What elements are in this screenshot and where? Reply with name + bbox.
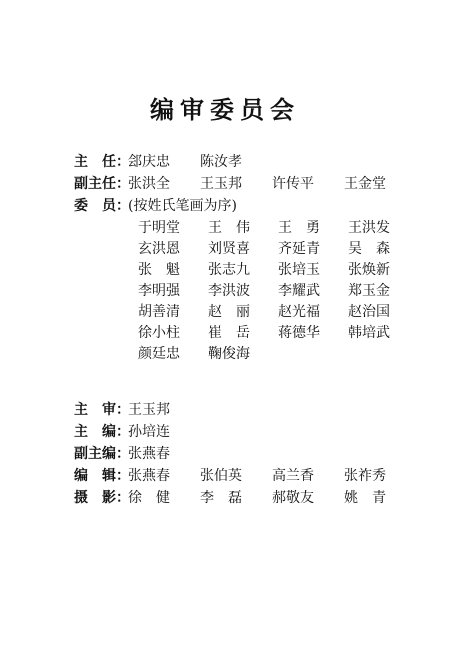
members-line bbox=[138, 302, 418, 323]
member-name: 徐小柱 bbox=[138, 325, 180, 341]
chief-reviewer-name: 王玉邦 bbox=[128, 402, 170, 418]
member-name: 于明堂 bbox=[138, 220, 180, 236]
deputy-director-name: 张洪全 bbox=[128, 176, 170, 192]
member-name: 王 伟 bbox=[208, 220, 250, 236]
deputy-director-name: 王金堂 bbox=[344, 176, 386, 192]
member-name: 张焕新 bbox=[348, 262, 390, 278]
member-name: 赵 丽 bbox=[208, 304, 250, 320]
members-line bbox=[138, 281, 418, 302]
page-title: 编审委员会 bbox=[150, 96, 300, 124]
member-name: 齐延青 bbox=[278, 241, 320, 257]
director-row bbox=[74, 152, 272, 172]
member-name: 蒋德华 bbox=[278, 325, 320, 341]
members-label: 委 员： bbox=[74, 198, 130, 214]
deputy-director-name: 王玉邦 bbox=[200, 176, 242, 192]
photographer-name: 郝敬友 bbox=[272, 490, 314, 506]
chief-editor-name: 孙培连 bbox=[128, 424, 170, 440]
member-name: 王洪发 bbox=[348, 220, 390, 236]
members-row bbox=[74, 196, 237, 216]
deputy-editor-name: 张燕春 bbox=[128, 446, 170, 462]
members-grid bbox=[138, 218, 418, 365]
photographers-label: 摄 影： bbox=[74, 490, 130, 506]
chief-reviewer-label: 主 审： bbox=[74, 402, 130, 418]
members-line bbox=[138, 218, 418, 239]
director-label: 主 任： bbox=[74, 154, 130, 170]
members-line bbox=[138, 323, 418, 344]
member-name: 张 魁 bbox=[138, 262, 180, 278]
deputy-editor-label: 副主编： bbox=[74, 446, 130, 462]
members-note: (按姓氏笔画为序) bbox=[128, 198, 237, 214]
member-name: 韩培武 bbox=[348, 325, 390, 341]
chief-editor-label: 主 编： bbox=[74, 424, 130, 440]
director-name: 郐庆忠 bbox=[128, 154, 170, 170]
member-name: 赵治国 bbox=[348, 304, 390, 320]
editor-name: 张祚秀 bbox=[344, 468, 386, 484]
members-line bbox=[138, 260, 418, 281]
director-name: 陈汝孝 bbox=[200, 154, 242, 170]
member-name: 李耀武 bbox=[278, 283, 320, 299]
member-name: 胡善清 bbox=[138, 304, 180, 320]
editor-name: 张燕春 bbox=[128, 468, 170, 484]
member-name: 崔 岳 bbox=[208, 325, 250, 341]
editors-label: 编 辑： bbox=[74, 468, 130, 484]
members-line bbox=[138, 344, 418, 365]
member-name: 颜廷忠 bbox=[138, 346, 180, 362]
member-name: 李明强 bbox=[138, 283, 180, 299]
deputy-director-label: 副主任： bbox=[74, 176, 130, 192]
member-name: 鞠俊海 bbox=[208, 346, 250, 362]
deputy-editor-row bbox=[74, 444, 200, 464]
photographer-name: 李 磊 bbox=[200, 490, 242, 506]
member-name: 张志九 bbox=[208, 262, 250, 278]
member-name: 刘贤喜 bbox=[208, 241, 250, 257]
editors-row bbox=[74, 466, 416, 486]
photographer-name: 徐 健 bbox=[128, 490, 170, 506]
member-name: 王 勇 bbox=[278, 220, 320, 236]
photographer-name: 姚 青 bbox=[344, 490, 386, 506]
chief-reviewer-row bbox=[74, 400, 200, 420]
chief-editor-row bbox=[74, 422, 200, 442]
members-line bbox=[138, 239, 418, 260]
member-name: 赵光福 bbox=[278, 304, 320, 320]
member-name: 玄洪恩 bbox=[138, 241, 180, 257]
member-name: 李洪波 bbox=[208, 283, 250, 299]
member-name: 张培玉 bbox=[278, 262, 320, 278]
editor-name: 张伯英 bbox=[200, 468, 242, 484]
member-name: 郑玉金 bbox=[348, 283, 390, 299]
member-name: 吴 森 bbox=[348, 241, 390, 257]
deputy-director-name: 许传平 bbox=[272, 176, 314, 192]
editor-name: 高兰香 bbox=[272, 468, 314, 484]
deputy-director-row bbox=[74, 174, 416, 194]
photographers-row bbox=[74, 488, 416, 508]
